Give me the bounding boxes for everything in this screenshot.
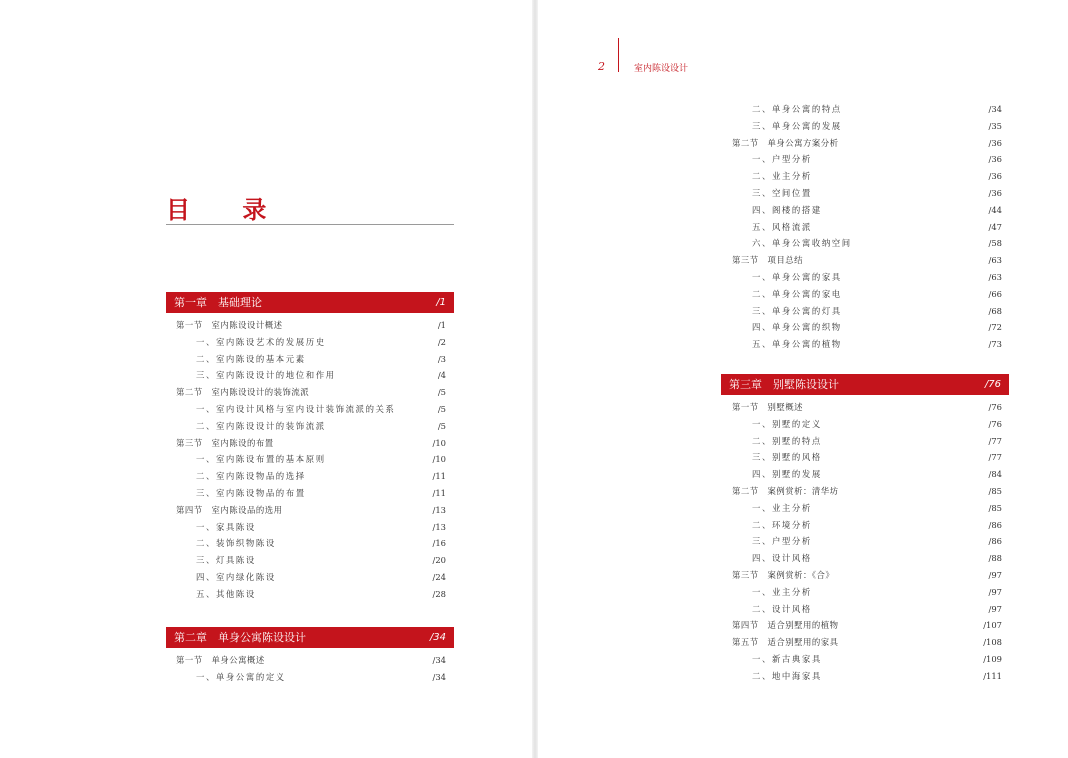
- toc-entry-page: /88: [988, 553, 1002, 564]
- toc-entry-page: /13: [432, 521, 446, 532]
- toc-entry-page: /47: [988, 221, 1002, 232]
- toc-section-entry[interactable]: [176, 502, 446, 518]
- toc-subsection-entry[interactable]: [176, 418, 446, 434]
- toc-subsection-entry[interactable]: [732, 286, 1002, 302]
- toc-entry-page: /34: [432, 655, 446, 665]
- toc-entry-label: 第一节 别墅概述: [732, 402, 803, 412]
- toc-entry-page: /77: [988, 435, 1002, 446]
- toc-title: 目 录: [166, 195, 289, 224]
- toc-entry-page: /24: [432, 572, 446, 582]
- toc-entry-page: /10: [432, 454, 446, 465]
- toc-subsection-entry[interactable]: [176, 519, 446, 535]
- toc-section-entry[interactable]: [732, 483, 1002, 499]
- toc-entry-label: 二、地中海家具: [752, 670, 822, 681]
- toc-subsection-entry[interactable]: [732, 118, 1002, 134]
- toc-entry-label: 三、灯具陈设: [196, 555, 256, 566]
- toc-entry-label: 二、装饰织物陈设: [196, 538, 276, 549]
- toc-subsection-entry[interactable]: [732, 168, 1002, 184]
- toc-subsection-entry[interactable]: [176, 586, 446, 602]
- toc-entry-label: 三、单身公寓的发展: [752, 120, 842, 131]
- chapter-page: /34: [429, 632, 446, 643]
- toc-entry-label: 一、单身公寓的定义: [196, 671, 286, 682]
- toc-entry-label: 一、室内陈设布置的基本原则: [196, 454, 326, 465]
- toc-subsection-entry[interactable]: [732, 500, 1002, 516]
- toc-subsection-entry[interactable]: [732, 269, 1002, 285]
- toc-subsection-entry[interactable]: [176, 535, 446, 551]
- toc-entry-label: 二、室内陈设物品的选择: [196, 471, 306, 482]
- toc-entry-page: /86: [988, 536, 1002, 547]
- toc-section-entry[interactable]: [732, 567, 1002, 583]
- toc-subsection-entry[interactable]: [732, 601, 1002, 617]
- toc-subsection-entry[interactable]: [732, 651, 1002, 667]
- chapter-label: 第二章 单身公寓陈设设计: [174, 631, 306, 644]
- toc-entry-page: /35: [988, 120, 1002, 131]
- toc-entry-page: /58: [988, 238, 1002, 249]
- toc-subsection-entry[interactable]: [732, 668, 1002, 684]
- toc-entry-label: 第二节 单身公寓方案分析: [732, 137, 839, 148]
- toc-entry-page: /63: [988, 272, 1002, 282]
- toc-entry-label: 二、室内陈设设计的装饰流派: [196, 420, 326, 431]
- toc-entry-label: 五、风格流派: [752, 221, 812, 232]
- toc-subsection-entry[interactable]: [176, 552, 446, 568]
- toc-section-entry[interactable]: [176, 317, 446, 333]
- toc-entry-page: /63: [988, 255, 1002, 266]
- toc-entry-page: /111: [983, 670, 1002, 681]
- toc-entry-label: 五、其他陈设: [196, 588, 256, 599]
- toc-subsection-entry[interactable]: [732, 319, 1002, 335]
- toc-entry-page: /97: [988, 586, 1002, 597]
- toc-entry-label: 一、业主分析: [752, 586, 812, 597]
- toc-entry-label: 一、新古典家具: [752, 654, 822, 664]
- toc-entry-page: /76: [988, 418, 1002, 429]
- toc-subsection-entry[interactable]: [176, 468, 446, 484]
- toc-entry-label: 第一节 室内陈设设计概述: [176, 320, 283, 330]
- toc-entry-page: /11: [432, 471, 446, 482]
- toc-subsection-entry[interactable]: [176, 451, 446, 467]
- toc-subsection-entry[interactable]: [176, 569, 446, 585]
- toc-entry-label: 一、别墅的定义: [752, 418, 822, 429]
- toc-entry-label: 二、环境分析: [752, 519, 812, 530]
- toc-entry-label: 二、单身公寓的特点: [752, 104, 842, 114]
- toc-section-entry[interactable]: [176, 435, 446, 451]
- toc-subsection-entry[interactable]: [732, 303, 1002, 319]
- chapter-label: 第一章 基础理论: [174, 296, 262, 309]
- toc-entry-page: /85: [988, 486, 1002, 496]
- toc-subsection-entry[interactable]: [732, 416, 1002, 432]
- toc-entry-page: /2: [437, 336, 446, 347]
- toc-entry-label: 第二节 室内陈设设计的装饰流派: [176, 387, 310, 398]
- toc-subsection-entry[interactable]: [732, 449, 1002, 465]
- toc-entry-label: 二、别墅的特点: [752, 435, 822, 446]
- toc-entry-label: 三、单身公寓的灯具: [752, 305, 842, 316]
- toc-entry-label: 三、别墅的风格: [752, 452, 822, 463]
- toc-entry-label: 四、别墅的发展: [752, 469, 822, 480]
- toc-entry-page: /66: [988, 288, 1002, 299]
- toc-entry-label: 一、户型分析: [752, 154, 812, 165]
- toc-entry-page: /109: [983, 654, 1002, 664]
- toc-entry-label: 四、阁楼的搭建: [752, 204, 822, 215]
- toc-subsection-entry[interactable]: [732, 466, 1002, 482]
- toc-section-entry[interactable]: [732, 617, 1002, 633]
- toc-subsection-entry[interactable]: [176, 334, 446, 350]
- toc-entry-page: /86: [988, 519, 1002, 530]
- toc-entry-page: /77: [988, 452, 1002, 463]
- toc-subsection-entry[interactable]: [176, 485, 446, 501]
- toc-entry-page: /85: [988, 502, 1002, 513]
- toc-entry-label: 三、室内陈设物品的布置: [196, 488, 306, 498]
- toc-entry-label: 三、户型分析: [752, 536, 812, 547]
- toc-entry-page: /44: [988, 204, 1002, 215]
- toc-subsection-entry[interactable]: [732, 550, 1002, 566]
- chapter-page: /1: [436, 297, 446, 308]
- toc-section-entry[interactable]: [176, 384, 446, 400]
- toc-entry-page: /108: [983, 637, 1002, 648]
- toc-entry-label: 四、单身公寓的织物: [752, 322, 842, 333]
- toc-entry-page: /36: [988, 171, 1002, 182]
- toc-entry-page: /84: [988, 469, 1002, 480]
- toc-entry-page: /5: [437, 420, 446, 431]
- toc-title-rule: [166, 224, 454, 225]
- toc-entry-label: 四、设计风格: [752, 553, 812, 564]
- toc-entry-label: 四、室内绿化陈设: [196, 572, 276, 582]
- toc-section-entry[interactable]: [176, 652, 446, 668]
- toc-entry-page: /13: [432, 504, 446, 515]
- toc-subsection-entry[interactable]: [732, 185, 1002, 201]
- toc-entry-label: 六、单身公寓收纳空间: [752, 238, 852, 249]
- chapter-heading-2[interactable]: [166, 627, 454, 648]
- toc-entry-page: /3: [437, 353, 446, 364]
- toc-section-entry[interactable]: [732, 634, 1002, 650]
- toc-entry-page: /5: [437, 387, 446, 398]
- toc-entry-label: 第四节 室内陈设品的选用: [176, 504, 283, 515]
- toc-entry-page: /36: [988, 137, 1002, 148]
- toc-entry-page: /97: [988, 603, 1002, 614]
- toc-entry-page: /20: [432, 555, 446, 566]
- toc-entry-label: 第三节 室内陈设的布置: [176, 437, 274, 448]
- toc-section-entry[interactable]: [732, 135, 1002, 151]
- toc-entry-page: /34: [988, 104, 1002, 114]
- toc-entry-page: /72: [988, 322, 1002, 333]
- toc-subsection-entry[interactable]: [176, 669, 446, 685]
- toc-subsection-entry[interactable]: [732, 533, 1002, 549]
- toc-entry-page: /4: [437, 370, 446, 381]
- chapter-heading-1[interactable]: [166, 292, 454, 313]
- toc-entry-page: /68: [988, 305, 1002, 316]
- toc-entry-label: 二、业主分析: [752, 171, 812, 182]
- toc-entry-page: /36: [988, 188, 1002, 198]
- toc-entry-label: 二、单身公寓的家电: [752, 288, 842, 299]
- toc-subsection-entry[interactable]: [732, 336, 1002, 352]
- toc-subsection-entry[interactable]: [732, 235, 1002, 251]
- chapter-page: /76: [984, 379, 1001, 390]
- page-number: 2: [598, 60, 605, 73]
- toc-subsection-entry[interactable]: [732, 433, 1002, 449]
- toc-entry-label: 一、家具陈设: [196, 521, 256, 532]
- toc-entry-page: /5: [437, 404, 446, 414]
- toc-entry-page: /16: [432, 538, 446, 549]
- toc-subsection-entry[interactable]: [732, 202, 1002, 218]
- toc-entry-page: /11: [432, 488, 446, 498]
- toc-entry-page: /1: [437, 320, 446, 330]
- toc-entry-label: 三、空间位置: [752, 188, 812, 198]
- toc-entry-page: /76: [988, 402, 1002, 412]
- toc-subsection-entry[interactable]: [176, 401, 446, 417]
- toc-entry-page: /36: [988, 154, 1002, 165]
- toc-entry-label: 一、业主分析: [752, 502, 812, 513]
- toc-entry-label: 第二节 案例赏析：清华坊: [732, 486, 839, 496]
- toc-subsection-entry[interactable]: [732, 584, 1002, 600]
- toc-entry-page: /73: [988, 339, 1002, 350]
- chapter-label: 第三章 别墅陈设设计: [729, 378, 839, 391]
- toc-section-entry[interactable]: [732, 399, 1002, 415]
- toc-section-entry[interactable]: [732, 252, 1002, 268]
- toc-entry-label: 第三节 案例赏析：《合》: [732, 570, 835, 580]
- toc-subsection-entry[interactable]: [732, 517, 1002, 533]
- toc-subsection-entry[interactable]: [732, 151, 1002, 167]
- toc-entry-label: 第三节 项目总结: [732, 255, 803, 266]
- toc-entry-label: 一、室内陈设艺术的发展历史: [196, 336, 326, 347]
- toc-entry-label: 第四节 适合别墅用的植物: [732, 620, 839, 631]
- toc-entry-label: 二、设计风格: [752, 603, 812, 614]
- toc-subsection-entry[interactable]: [732, 219, 1002, 235]
- toc-entry-page: /34: [432, 671, 446, 682]
- toc-entry-label: 第五节 适合别墅用的家具: [732, 637, 839, 648]
- toc-entry-page: /97: [988, 570, 1002, 580]
- toc-entry-page: /107: [983, 620, 1002, 631]
- chapter-heading-3[interactable]: [721, 374, 1009, 395]
- toc-entry-label: 五、单身公寓的植物: [752, 339, 842, 350]
- header-divider: [618, 38, 619, 72]
- toc-subsection-entry[interactable]: [732, 101, 1002, 117]
- toc-entry-page: /10: [432, 437, 446, 448]
- toc-entry-label: 一、室内设计风格与室内设计装饰流派的关系: [196, 404, 396, 414]
- toc-entry-label: 第一节 单身公寓概述: [176, 655, 265, 665]
- toc-subsection-entry[interactable]: [176, 351, 446, 367]
- toc-entry-page: /28: [432, 588, 446, 599]
- toc-entry-label: 一、单身公寓的家具: [752, 272, 842, 282]
- toc-subsection-entry[interactable]: [176, 367, 446, 383]
- toc-entry-label: 二、室内陈设的基本元素: [196, 353, 306, 364]
- running-header-title: 室内陈设设计: [634, 64, 689, 74]
- toc-entry-label: 三、室内陈设设计的地位和作用: [196, 370, 336, 381]
